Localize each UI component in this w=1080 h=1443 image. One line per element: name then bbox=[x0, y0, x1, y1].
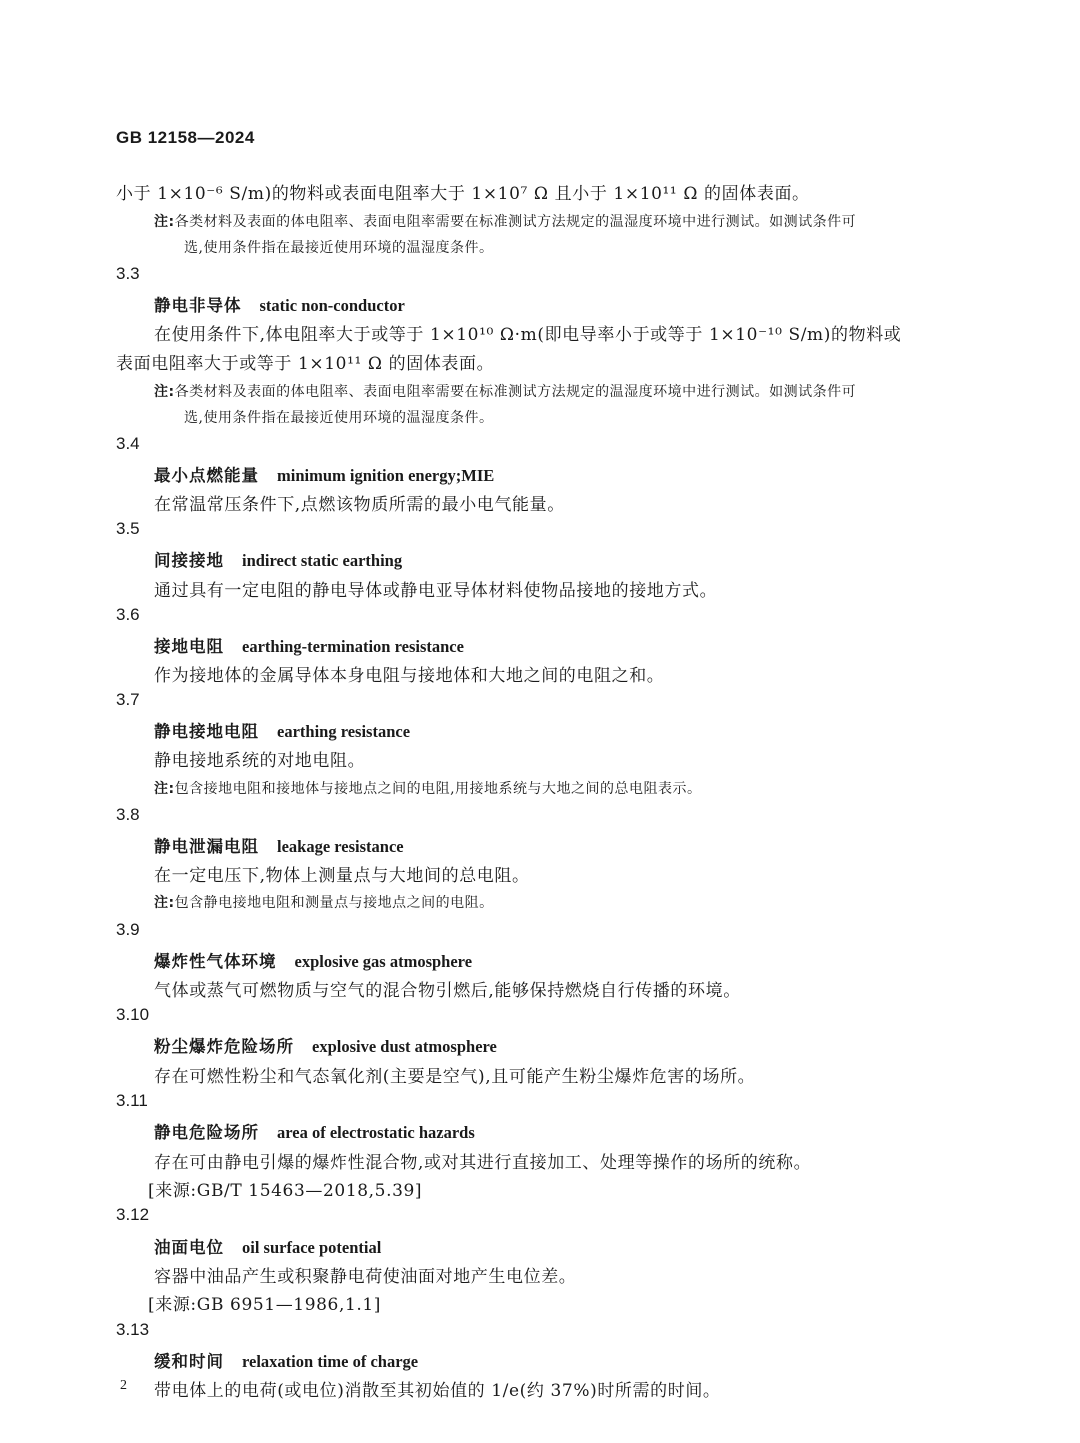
section-number: 3.9 bbox=[116, 920, 140, 939]
definition-text: 存在可燃性粉尘和气态氧化剂(主要是空气),且可能产生粉尘爆炸危害的场所。 bbox=[154, 1067, 756, 1087]
standard-header: GB 12158—2024 bbox=[116, 128, 255, 147]
term-zh: 静电接地电阻 bbox=[154, 722, 259, 741]
definition-text: 在一定电压下,物体上测量点与大地间的总电阻。 bbox=[154, 866, 530, 886]
term-zh: 油面电位 bbox=[154, 1238, 224, 1257]
note-label: 注: bbox=[154, 214, 175, 230]
section-number: 3.4 bbox=[116, 434, 140, 453]
note-label: 注: bbox=[154, 384, 175, 400]
note-text: 选,使用条件指在最接近使用环境的温湿度条件。 bbox=[184, 410, 494, 426]
term-zh: 最小点燃能量 bbox=[154, 466, 259, 485]
term-heading bbox=[154, 833, 404, 857]
definition-text: 带电体上的电荷(或电位)消散至其初始值的 1/e(约 37%)时所需的时间。 bbox=[154, 1381, 721, 1401]
term-zh: 爆炸性气体环境 bbox=[154, 952, 277, 971]
definition-text: 表面电阻率大于或等于 1×10¹¹ Ω 的固体表面。 bbox=[116, 354, 495, 374]
section-number: 3.7 bbox=[116, 690, 140, 709]
term-en: explosive dust atmosphere bbox=[312, 1037, 497, 1056]
term-en: explosive gas atmosphere bbox=[294, 952, 473, 971]
note-label: 注: bbox=[154, 781, 175, 797]
definition-text: 静电接地系统的对地电阻。 bbox=[154, 751, 366, 771]
note bbox=[154, 892, 494, 912]
term-heading bbox=[154, 633, 464, 657]
term-heading bbox=[154, 1234, 381, 1258]
term-en: earthing resistance bbox=[277, 722, 411, 741]
note bbox=[154, 211, 856, 231]
term-zh: 静电危险场所 bbox=[154, 1123, 259, 1142]
note-text: 各类材料及表面的体电阻率、表面电阻率需要在标准测试方法规定的温湿度环境中进行测试。如测试条件可 bbox=[174, 214, 857, 230]
section-number: 3.6 bbox=[116, 605, 140, 624]
note bbox=[154, 778, 702, 798]
source-reference: [来源:GB 6951—1986,1.1] bbox=[148, 1295, 382, 1315]
term-heading bbox=[154, 718, 410, 742]
term-en: static non-conductor bbox=[259, 296, 405, 315]
term-en: relaxation time of charge bbox=[242, 1352, 419, 1371]
page-number: 2 bbox=[120, 1378, 127, 1393]
section-number: 3.12 bbox=[116, 1205, 150, 1224]
term-zh: 静电非导体 bbox=[154, 296, 242, 315]
term-en: indirect static earthing bbox=[242, 551, 403, 570]
note bbox=[154, 381, 856, 401]
section-number: 3.11 bbox=[116, 1091, 148, 1110]
term-en: area of electrostatic hazards bbox=[277, 1123, 475, 1142]
term-en: minimum ignition energy;MIE bbox=[277, 466, 495, 485]
section-number: 3.5 bbox=[116, 519, 140, 538]
term-zh: 间接接地 bbox=[154, 551, 224, 570]
section-number: 3.3 bbox=[116, 264, 140, 283]
term-zh: 静电泄漏电阻 bbox=[154, 837, 259, 856]
definition-text: 容器中油品产生或积聚静电荷使油面对地产生电位差。 bbox=[154, 1267, 577, 1287]
term-zh: 接地电阻 bbox=[154, 637, 224, 656]
term-zh: 粉尘爆炸危险场所 bbox=[154, 1037, 294, 1056]
definition-text: 作为接地体的金属导体本身电阻与接地体和大地之间的电阻之和。 bbox=[154, 666, 665, 686]
note-label: 注: bbox=[154, 895, 175, 911]
note-text: 包含接地电阻和接地体与接地点之间的电阻,用接地系统与大地之间的总电阻表示。 bbox=[174, 781, 702, 797]
term-heading bbox=[154, 462, 494, 486]
term-zh: 缓和时间 bbox=[154, 1352, 224, 1371]
section-number: 3.10 bbox=[116, 1005, 150, 1024]
term-heading bbox=[154, 1348, 418, 1372]
section-number: 3.13 bbox=[116, 1320, 150, 1339]
term-en: leakage resistance bbox=[277, 837, 404, 856]
definition-text: 通过具有一定电阻的静电导体或静电亚导体材料使物品接地的接地方式。 bbox=[154, 581, 718, 601]
term-en: earthing-termination resistance bbox=[242, 637, 464, 656]
note-text: 选,使用条件指在最接近使用环境的温湿度条件。 bbox=[184, 240, 494, 256]
term-heading bbox=[154, 547, 402, 571]
term-heading bbox=[154, 948, 472, 972]
term-heading bbox=[154, 292, 405, 316]
definition-text: 气体或蒸气可燃物质与空气的混合物引燃后,能够保持燃烧自行传播的环境。 bbox=[154, 981, 741, 1001]
definition-text: 在使用条件下,体电阻率大于或等于 1×10¹⁰ Ω·m(即电导率小于或等于 1×10⁻¹⁰ S/m)的物料或 bbox=[154, 325, 902, 345]
section-number: 3.8 bbox=[116, 805, 140, 824]
term-heading bbox=[154, 1033, 497, 1057]
term-heading bbox=[154, 1119, 475, 1143]
note-text: 各类材料及表面的体电阻率、表面电阻率需要在标准测试方法规定的温湿度环境中进行测试。如测试条件可 bbox=[174, 384, 857, 400]
definition-text: 存在可由静电引爆的爆炸性混合物,或对其进行直接加工、处理等操作的场所的统称。 bbox=[154, 1153, 812, 1173]
term-en: oil surface potential bbox=[242, 1238, 382, 1257]
definition-text: 在常温常压条件下,点燃该物质所需的最小电气能量。 bbox=[154, 495, 565, 515]
source-reference: [来源:GB/T 15463—2018,5.39] bbox=[148, 1181, 423, 1201]
definition-text: 小于 1×10⁻⁶ S/m)的物料或表面电阻率大于 1×10⁷ Ω 且小于 1×10¹¹ Ω 的固体表面。 bbox=[116, 184, 810, 204]
note-text: 包含静电接地电阻和测量点与接地点之间的电阻。 bbox=[174, 895, 494, 911]
